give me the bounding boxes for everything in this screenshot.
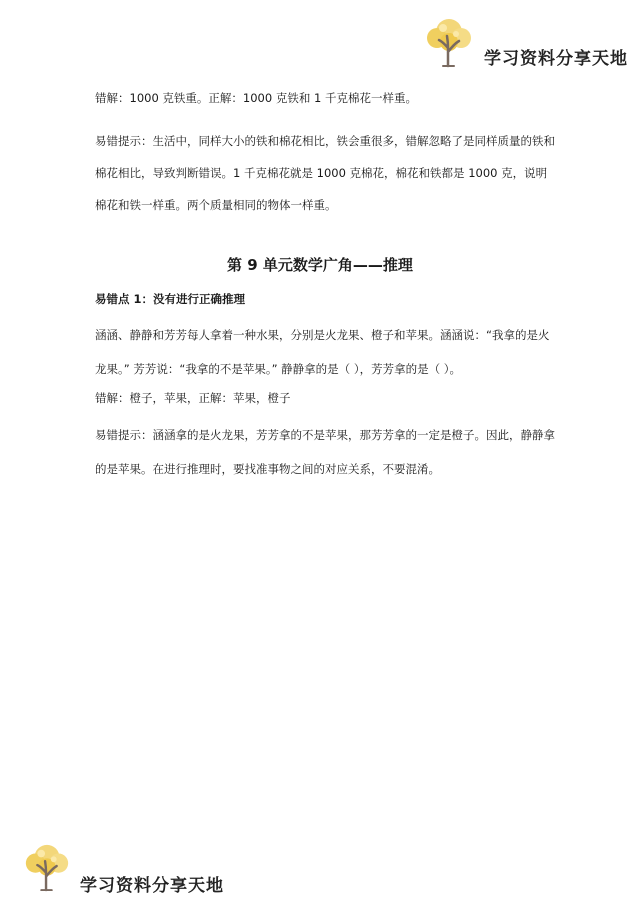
brand-title: 学习资料分享天地 <box>484 49 628 69</box>
tree-logo-icon <box>22 842 72 892</box>
error-point-title: 易错点 1：没有进行正确推理 <box>95 292 246 306</box>
wrong-answer-paragraph-2: 错解：橙子，苹果，正解：苹果，橙子 <box>95 391 291 405</box>
wrong-answer-paragraph-1: 错解：1000 克铁重。正解：1000 克铁和 1 千克棉花一样重。 <box>95 91 417 105</box>
error-tip-paragraph-1: 易错提示：生活中，同样大小的铁和棉花相比，铁会重很多，错解忽略了是同样质量的铁和棉花相比，导致判断错误。1 千克棉花就是 1000 克棉花，棉花和铁都是 1000 克，说明棉花和铁一样重。两个质量相同的物体一样重。 <box>95 134 555 212</box>
tree-logo-icon <box>423 16 475 68</box>
section-heading: 第 9 单元数学广角——推理 <box>227 256 413 274</box>
error-tip-paragraph-2: 易错提示：涵涵拿的是火龙果，芳芳拿的不是苹果，那芳芳拿的一定是橙子。因此，静静拿的是苹果。在进行推理时，要找准事物之间的对应关系，不要混淆。 <box>95 428 555 476</box>
question-paragraph: 涵涵、静静和芳芳每人拿着一种水果，分别是火龙果、橙子和苹果。涵涵说：“我拿的是火龙果。” 芳芳说：“我拿的不是苹果。” 静静拿的是（ ），芳芳拿的是（ ）。 <box>95 328 550 376</box>
footer-brand-title: 学习资料分享天地 <box>80 876 224 896</box>
